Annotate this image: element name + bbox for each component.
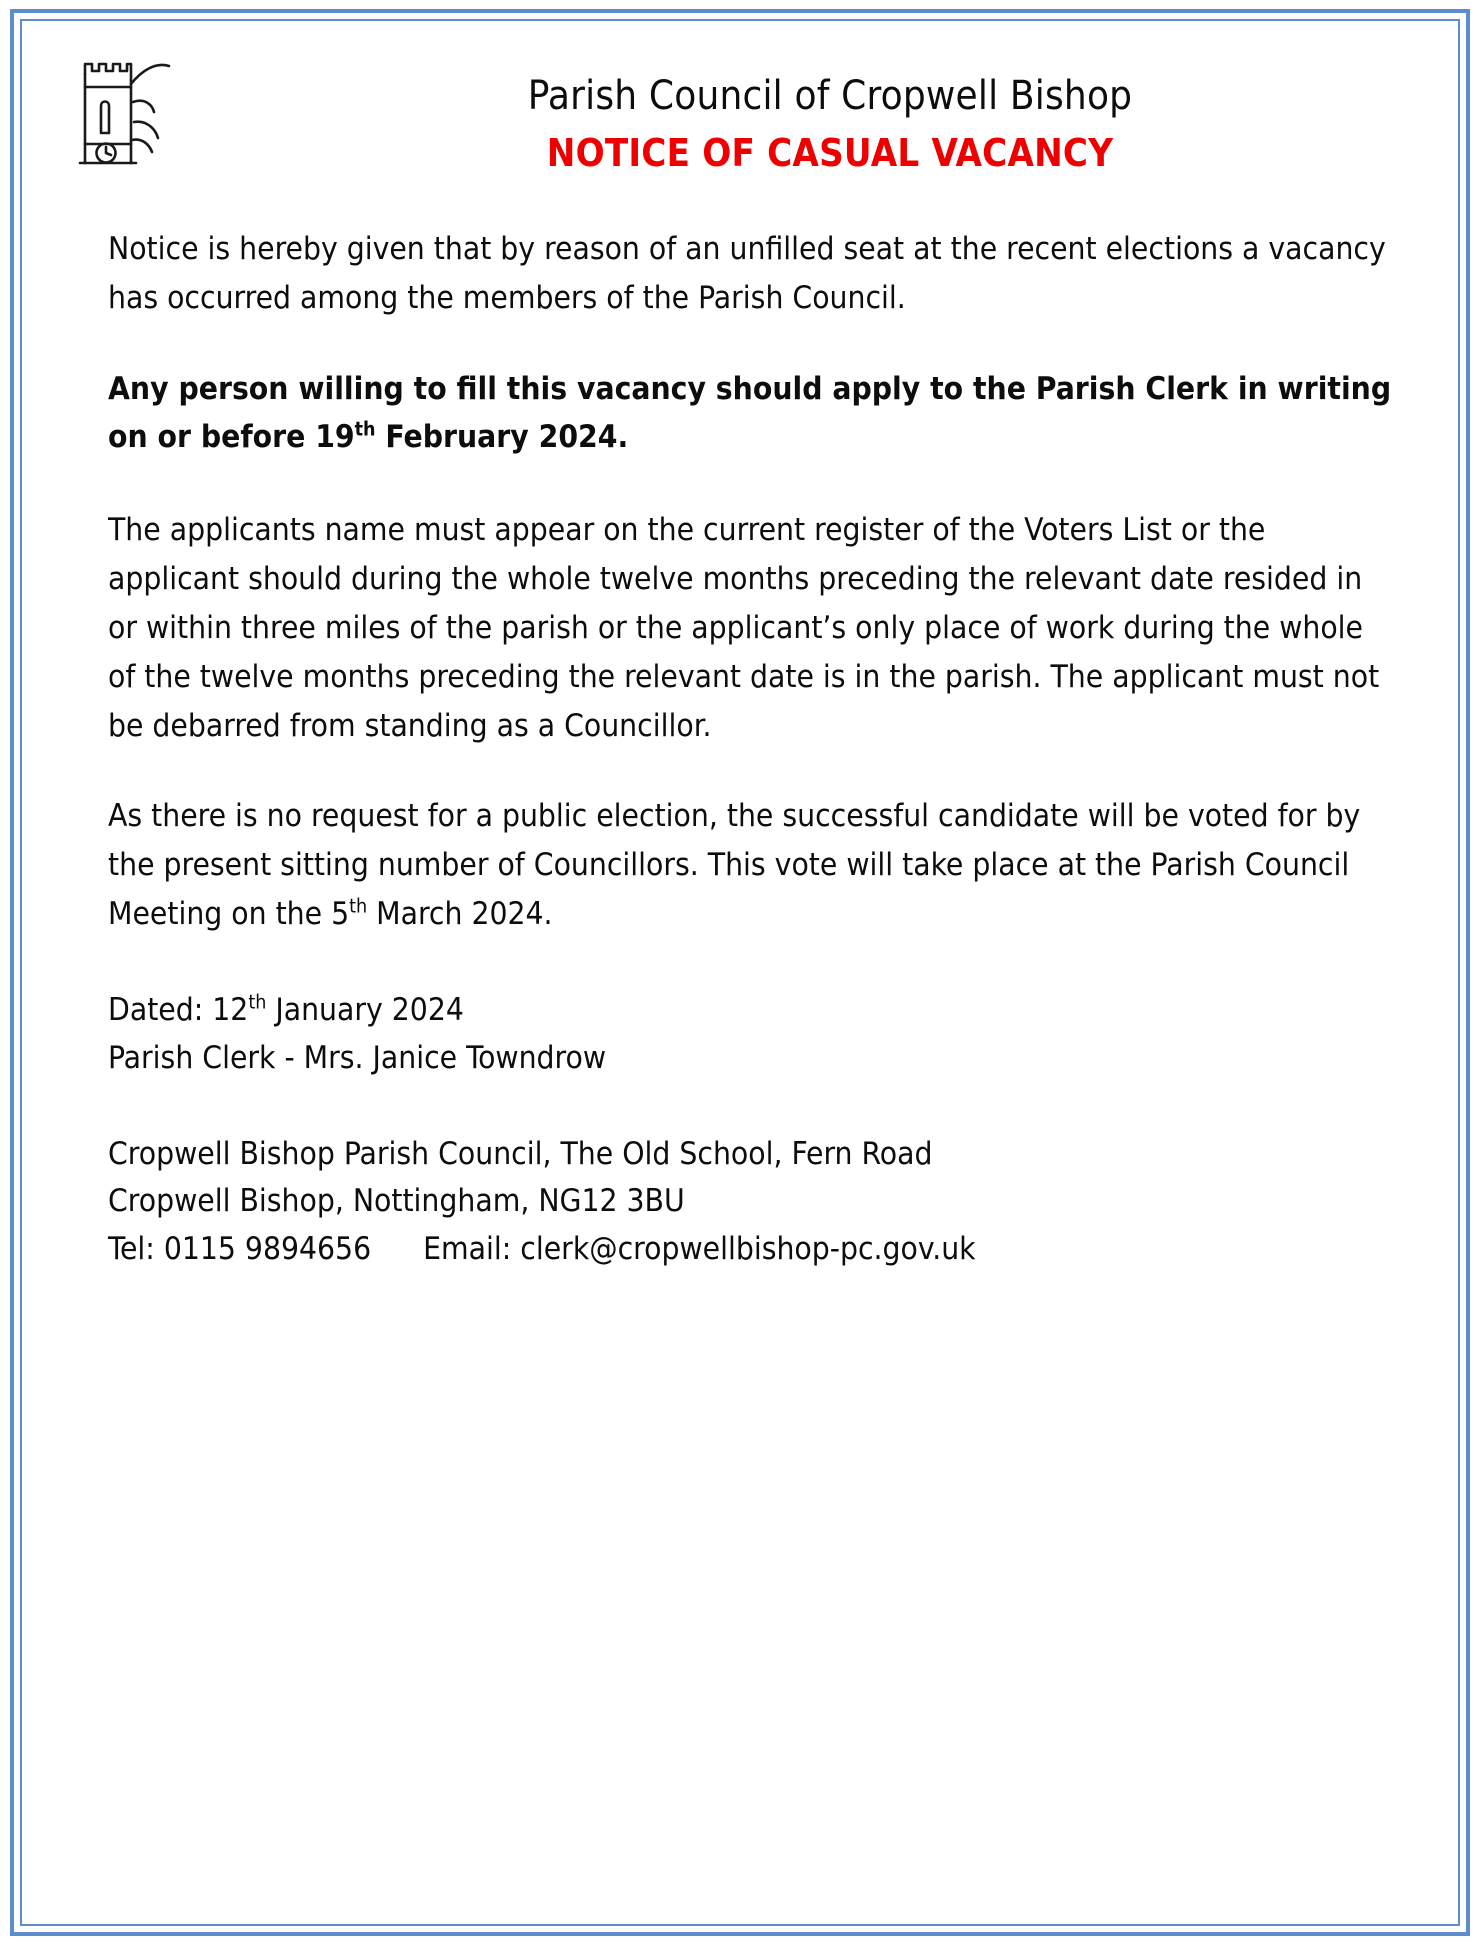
- page-title: Parish Council of Cropwell Bishop: [527, 73, 1133, 119]
- contact-tel-email-line: [108, 1226, 1394, 1274]
- contact-email: Email: clerk@cropwellbishop-pc.gov.uk: [423, 1231, 976, 1268]
- title-block: [216, 73, 1444, 175]
- parish-clerk-line: Parish Clerk - Mrs. Janice Towndrow: [108, 1039, 607, 1076]
- dated-prefix: Dated: 12: [108, 991, 249, 1028]
- apply-text-part1: Any person willing to fill this vacancy should apply to the Parish Clerk in writing on or before 19: [108, 370, 1392, 456]
- document-content: [26, 25, 1454, 1920]
- contact-address-line-2: Cropwell Bishop, Nottingham, NG12 3BU: [108, 1183, 685, 1220]
- council-logo: [38, 40, 208, 205]
- document-body: [26, 225, 1454, 1274]
- ordinal-suffix-5th: th: [349, 894, 368, 918]
- contact-address-line-1: Cropwell Bishop Parish Council, The Old School, Fern Road: [108, 1135, 933, 1172]
- apply-text-part2: February 2024.: [375, 419, 629, 456]
- paragraph-apply-instruction: [108, 365, 1394, 463]
- notice-heading: NOTICE OF CASUAL VACANCY: [546, 131, 1114, 175]
- contact-telephone: Tel: 0115 9894656: [108, 1231, 372, 1268]
- election-text-part1: As there is no request for a public election, the successful candidate will be voted for by the present sitting number of Councillors. This vote will take place at the Parish Council Meeting on the 5: [108, 798, 1361, 932]
- dated-suffix: January 2024: [266, 991, 464, 1028]
- dated-line: [108, 987, 1394, 1035]
- ordinal-suffix-12th: th: [248, 990, 267, 1014]
- document-header: [26, 25, 1454, 225]
- election-text-part2: March 2024.: [367, 895, 553, 932]
- paragraph-eligibility: The applicants name must appear on the current register of the Voters List or the applicant should during the whole twelve months preceding the relevant date resided in or within three miles of the parish or the applicant’s only place of work during the whole of the twelve months preceding the relevant date is in the parish. The applicant must not be debarred from standing as a Councillor.: [108, 512, 1380, 744]
- ordinal-suffix-19th: th: [354, 417, 376, 441]
- paragraph-notice-given: Notice is hereby given that by reason of an unfilled seat at the recent elections a vacancy has occurred among the members of the Parish Council.: [108, 231, 1386, 316]
- paragraph-election-process: [108, 792, 1394, 938]
